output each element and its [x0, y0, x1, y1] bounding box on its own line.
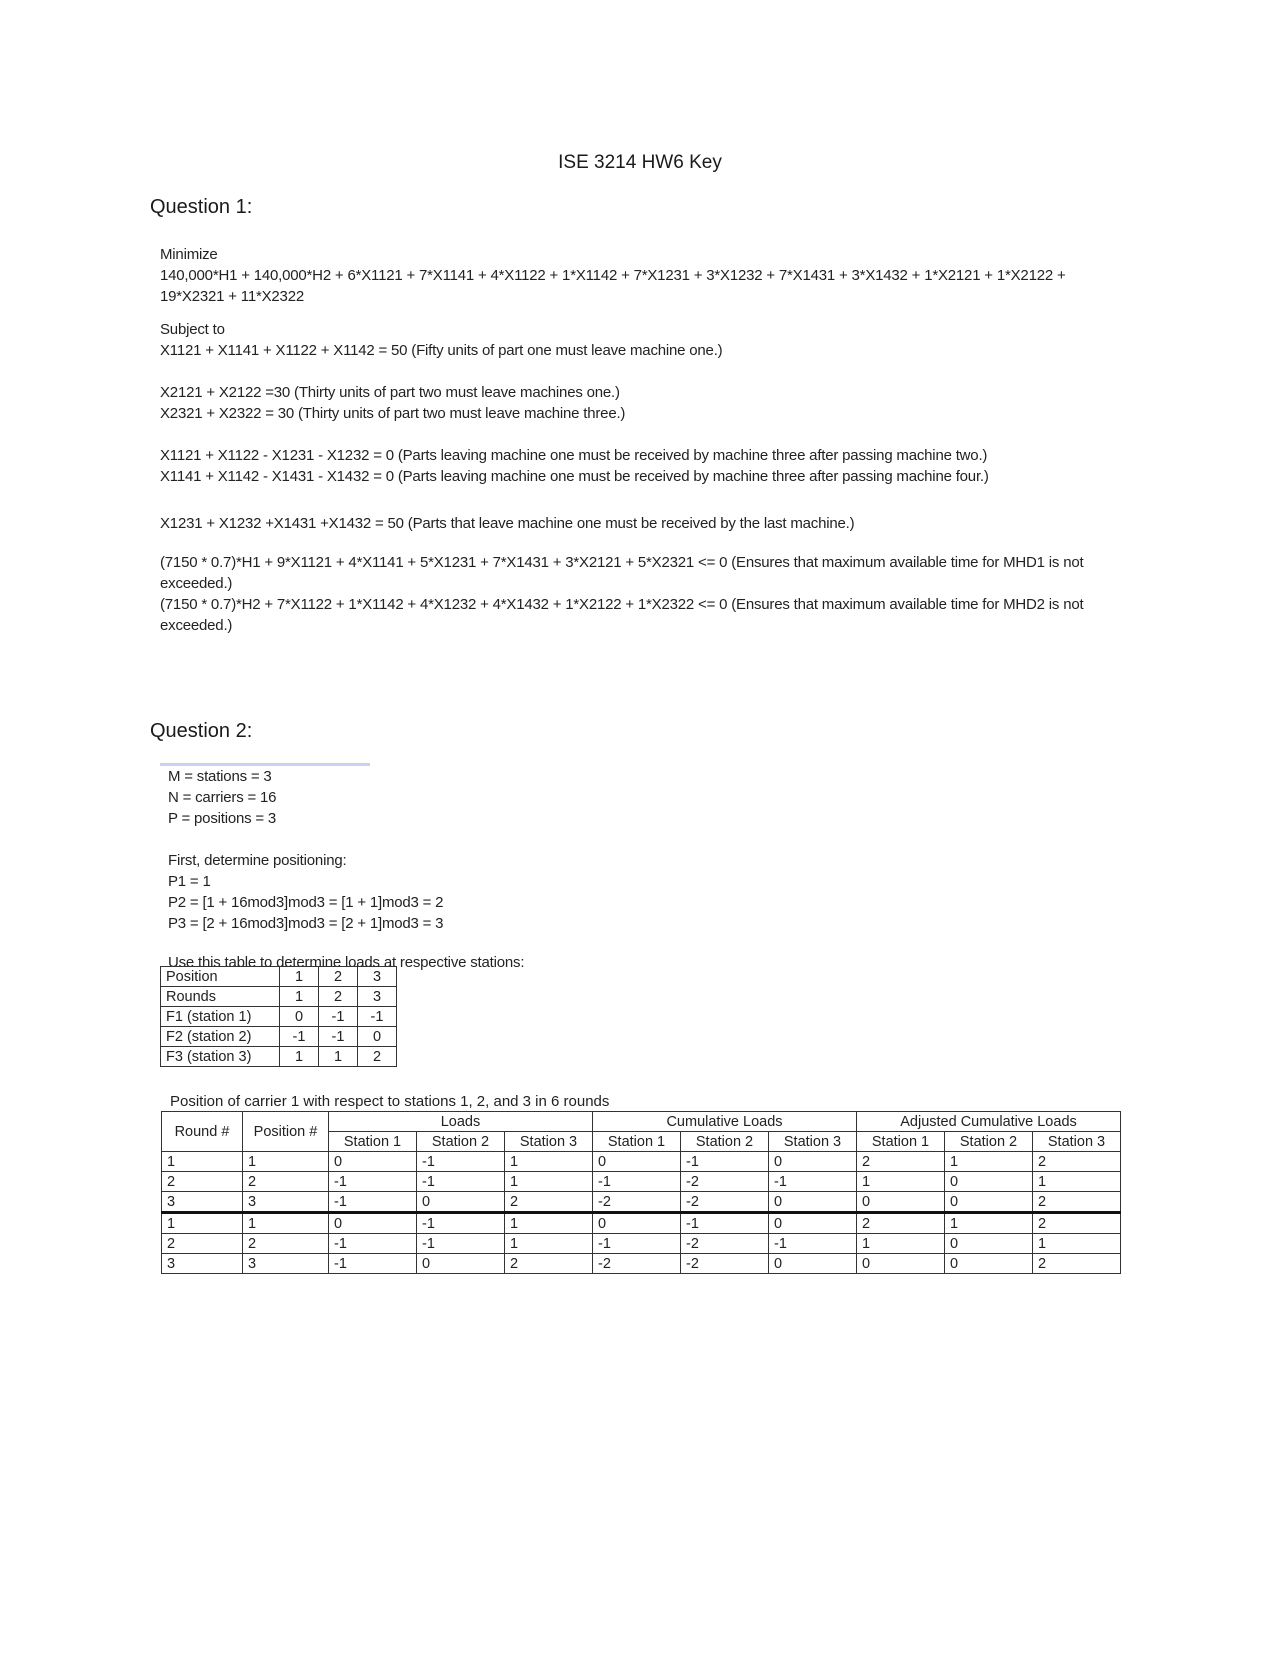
table-cell: 1 — [505, 1152, 593, 1172]
table1-caption: Use this table to determine loads at respective stations: — [168, 954, 525, 971]
table-row — [162, 1172, 1121, 1192]
station-header: Station 1 — [329, 1132, 417, 1152]
station-header: Station 2 — [945, 1132, 1033, 1152]
station-header: Station 1 — [857, 1132, 945, 1152]
table-cell: -1 — [417, 1213, 505, 1234]
table-cell: 1 — [319, 1047, 358, 1067]
table-cell: 2 — [358, 1047, 397, 1067]
table-cell: 0 — [945, 1254, 1033, 1274]
table-cell: 2 — [1033, 1213, 1121, 1234]
param-stations: M = stations = 3 — [168, 768, 272, 785]
table-row — [162, 1213, 1121, 1234]
col-position-header: Position # — [243, 1112, 329, 1152]
table-cell: 1 — [280, 987, 319, 1007]
positioning-label: First, determine positioning: — [168, 852, 347, 869]
table-cell: 0 — [945, 1234, 1033, 1254]
positioning-p3: P3 = [2 + 16mod3]mod3 = [2 + 1]mod3 = 3 — [168, 915, 444, 932]
constraint-2: X2121 + X2122 =30 (Thirty units of part two must leave machines one.) — [160, 384, 620, 401]
table-cell: 2 — [319, 967, 358, 987]
table-cell: 0 — [329, 1152, 417, 1172]
table-cell: 3 — [243, 1254, 329, 1274]
row-label: F1 (station 1) — [161, 1007, 280, 1027]
table-cell: 3 — [162, 1254, 243, 1274]
table-cell: 1 — [1033, 1172, 1121, 1192]
row-label: Rounds — [161, 987, 280, 1007]
table-row — [161, 1007, 397, 1027]
table-cell: -1 — [593, 1234, 681, 1254]
table-cell: 2 — [857, 1213, 945, 1234]
table-cell: 1 — [945, 1152, 1033, 1172]
table-cell: -2 — [681, 1254, 769, 1274]
table-cell: 0 — [769, 1254, 857, 1274]
question-2-heading: Question 2: — [150, 720, 253, 742]
table-cell: 2 — [162, 1234, 243, 1254]
table-cell: 0 — [417, 1192, 505, 1213]
row-label: F3 (station 3) — [161, 1047, 280, 1067]
table-cell: 2 — [243, 1172, 329, 1192]
table-cell: -1 — [319, 1007, 358, 1027]
table-cell: 0 — [417, 1254, 505, 1274]
table-cell: -2 — [593, 1192, 681, 1213]
table-cell: -1 — [769, 1234, 857, 1254]
station-header: Station 3 — [505, 1132, 593, 1152]
table-row — [162, 1192, 1121, 1213]
group-loads-header: Loads — [329, 1112, 593, 1132]
row-label: F2 (station 2) — [161, 1027, 280, 1047]
objective-function: 140,000*H1 + 140,000*H2 + 6*X1121 + 7*X1141 + 4*X1122 + 1*X1142 + 7*X1231 + 3*X1232 + 7*X1431 + 3*X1432 + 1*X2121 + 1*X2122 + 19*X2321 + 11*X2322 — [160, 267, 1066, 305]
group-cumulative-header: Cumulative Loads — [593, 1112, 857, 1132]
table-cell: 2 — [505, 1254, 593, 1274]
table-cell: 2 — [1033, 1192, 1121, 1213]
table-cell: 2 — [857, 1152, 945, 1172]
table-row — [162, 1254, 1121, 1274]
positioning-p1: P1 = 1 — [168, 873, 211, 890]
table-cell: -2 — [681, 1172, 769, 1192]
minimize-label: Minimize — [160, 246, 218, 263]
table-row — [161, 1027, 397, 1047]
station-header: Station 3 — [1033, 1132, 1121, 1152]
table-cell: 1 — [243, 1213, 329, 1234]
table-cell: -1 — [593, 1172, 681, 1192]
table-cell: -2 — [593, 1254, 681, 1274]
table-cell: -1 — [769, 1172, 857, 1192]
table-cell: 1 — [857, 1172, 945, 1192]
table-cell: 1 — [505, 1172, 593, 1192]
table-cell: 0 — [358, 1027, 397, 1047]
constraint-6: X1231 + X1232 +X1431 +X1432 = 50 (Parts that leave machine one must be received by the last machine.) — [160, 515, 855, 532]
constraint-7: (7150 * 0.7)*H1 + 9*X1121 + 4*X1141 + 5*X1231 + 7*X1431 + 3*X2121 + 5*X2321 <= 0 (Ensures that maximum available time for MHD1 is not exceeded.) — [160, 554, 1084, 592]
table-cell: -1 — [358, 1007, 397, 1027]
table-cell: 0 — [945, 1192, 1033, 1213]
table-cell: -1 — [417, 1152, 505, 1172]
table-cell: 2 — [162, 1172, 243, 1192]
table-cell: 0 — [857, 1192, 945, 1213]
table-cell: 0 — [593, 1152, 681, 1172]
table-cell: 1 — [1033, 1234, 1121, 1254]
station-header: Station 3 — [769, 1132, 857, 1152]
table-cell: 0 — [769, 1213, 857, 1234]
param-positions: P = positions = 3 — [168, 810, 277, 827]
positioning-p2: P2 = [1 + 16mod3]mod3 = [1 + 1]mod3 = 2 — [168, 894, 444, 911]
table-cell: 0 — [769, 1192, 857, 1213]
table-cell: 3 — [358, 987, 397, 1007]
constraint-5: X1141 + X1142 - X1431 - X1432 = 0 (Parts leaving machine one must be received by machine three after passing machine four.) — [160, 468, 989, 485]
table-cell: 3 — [162, 1192, 243, 1213]
table-cell: 1 — [243, 1152, 329, 1172]
constraint-4: X1121 + X1122 - X1231 - X1232 = 0 (Parts leaving machine one must be received by machine three after passing machine two.) — [160, 447, 988, 464]
question-1-heading: Question 1: — [150, 196, 253, 218]
table-cell: 2 — [319, 987, 358, 1007]
table-cell: 1 — [280, 1047, 319, 1067]
table-cell: 0 — [945, 1172, 1033, 1192]
station-header: Station 1 — [593, 1132, 681, 1152]
group-adjusted-header: Adjusted Cumulative Loads — [857, 1112, 1121, 1132]
table-cell: 3 — [243, 1192, 329, 1213]
table-row — [161, 967, 397, 987]
table-row — [161, 1047, 397, 1067]
table-cell: 1 — [945, 1213, 1033, 1234]
table-cell: 0 — [769, 1152, 857, 1172]
table-cell: -1 — [681, 1152, 769, 1172]
table-row — [161, 987, 397, 1007]
table-cell: 0 — [857, 1254, 945, 1274]
table-cell: 1 — [505, 1213, 593, 1234]
station-header: Station 2 — [417, 1132, 505, 1152]
table-cell: 2 — [1033, 1254, 1121, 1274]
station-header: Station 2 — [681, 1132, 769, 1152]
carrier-position-table — [161, 1111, 1121, 1274]
subject-to-label: Subject to — [160, 321, 225, 338]
constraint-3: X2321 + X2322 = 30 (Thirty units of part two must leave machine three.) — [160, 405, 626, 422]
table-cell: -1 — [329, 1254, 417, 1274]
row-label: Position — [161, 967, 280, 987]
table-cell: -1 — [329, 1234, 417, 1254]
table-cell: 1 — [162, 1152, 243, 1172]
table-cell: 0 — [280, 1007, 319, 1027]
table-cell: -1 — [319, 1027, 358, 1047]
table2-caption: Position of carrier 1 with respect to stations 1, 2, and 3 in 6 rounds — [170, 1093, 610, 1110]
table-cell: 2 — [1033, 1152, 1121, 1172]
table-cell: 1 — [280, 967, 319, 987]
table-cell: -1 — [329, 1172, 417, 1192]
table-cell: -2 — [681, 1192, 769, 1213]
constraint-1: X1121 + X1141 + X1122 + X1142 = 50 (Fifty units of part one must leave machine one.) — [160, 342, 723, 359]
question-1-body — [160, 244, 1120, 636]
table-cell: -1 — [417, 1172, 505, 1192]
table-cell: 1 — [505, 1234, 593, 1254]
table-cell: -1 — [280, 1027, 319, 1047]
table-cell: 2 — [243, 1234, 329, 1254]
table-row — [162, 1234, 1121, 1254]
table-cell: 2 — [505, 1192, 593, 1213]
table-cell: 0 — [329, 1213, 417, 1234]
table-cell: -1 — [681, 1213, 769, 1234]
table-cell: -1 — [417, 1234, 505, 1254]
table-cell: 1 — [162, 1213, 243, 1234]
table-cell: 1 — [857, 1234, 945, 1254]
table-cell: 0 — [593, 1213, 681, 1234]
document-title: ISE 3214 HW6 Key — [558, 152, 722, 173]
table-cell: -2 — [681, 1234, 769, 1254]
loads-table — [160, 966, 397, 1067]
constraint-8: (7150 * 0.7)*H2 + 7*X1122 + 1*X1142 + 4*X1232 + 4*X1432 + 1*X2122 + 1*X2322 <= 0 (Ensures that maximum available time for MHD2 is not exceeded.) — [160, 596, 1084, 634]
table-cell: -1 — [329, 1192, 417, 1213]
table-cell: 3 — [358, 967, 397, 987]
question-2-params — [168, 766, 768, 973]
col-round-header: Round # — [162, 1112, 243, 1152]
param-carriers: N = carriers = 16 — [168, 789, 277, 806]
table-row — [162, 1152, 1121, 1172]
